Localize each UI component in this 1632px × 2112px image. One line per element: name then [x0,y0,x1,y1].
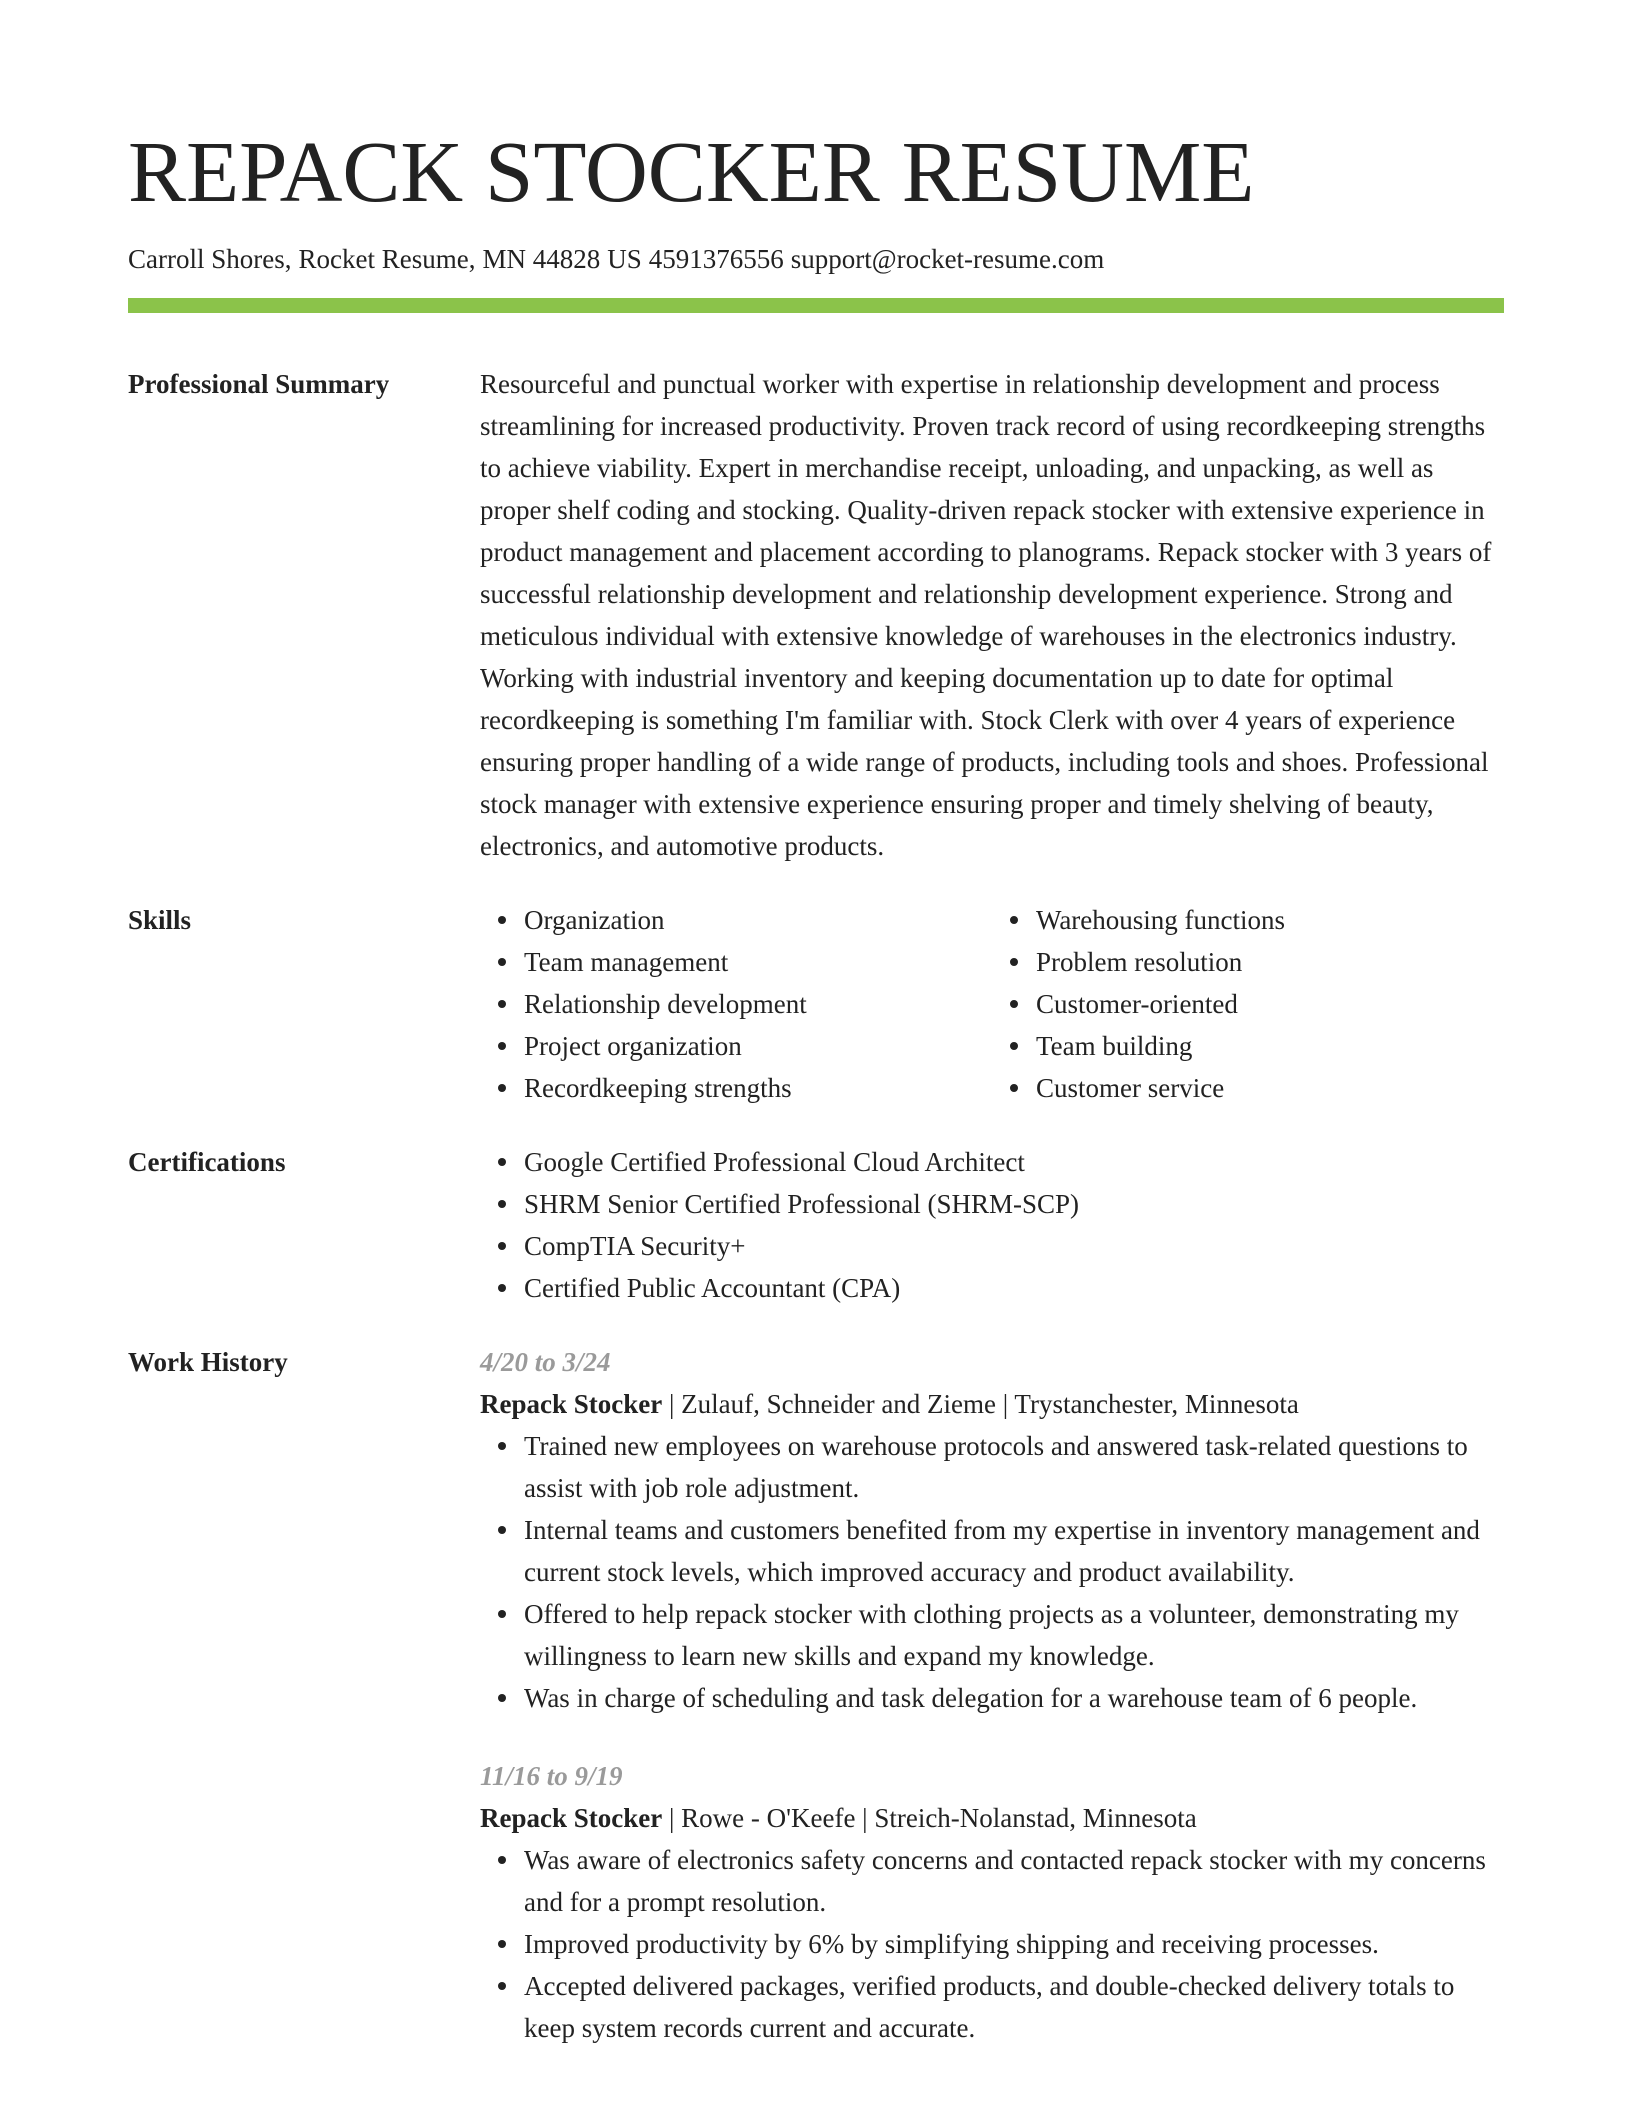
job-heading [480,1797,1504,1839]
list-item: Problem resolution [1036,941,1504,983]
certifications-body [480,1141,1504,1309]
contact-state-zip: MN 44828 [482,244,601,274]
summary-body [480,363,1504,867]
list-item: Project organization [524,1025,992,1067]
list-item: CompTIA Security+ [524,1225,1504,1267]
list-item: Google Certified Professional Cloud Architect [524,1141,1504,1183]
section-label-work-history: Work History [128,1347,288,1377]
contact-line [128,242,1504,276]
job-details: | Zulauf, Schneider and Zieme | Trystanchester, Minnesota [662,1389,1299,1419]
list-item: Customer service [1036,1067,1504,1109]
job-dates: 11/16 to 9/19 [480,1761,623,1791]
work-history-section [128,1341,1504,2049]
list-item: Warehousing functions [1036,899,1504,941]
list-item: Internal teams and customers benefited from my expertise in inventory management and current stock levels, which improved accuracy and product availability. [524,1509,1504,1593]
job-entry [480,1755,1504,2049]
list-item: Recordkeeping strengths [524,1067,992,1109]
job-heading [480,1383,1504,1425]
job-role: Repack Stocker [480,1803,663,1833]
job-bullets [480,1839,1504,2049]
job-dates: 4/20 to 3/24 [480,1347,611,1377]
contact-country: US [607,244,642,274]
list-item: Customer-oriented [1036,983,1504,1025]
job-bullets [480,1425,1504,1719]
skills-body [480,899,1504,1109]
contact-city: Rocket Resume, [298,244,476,274]
list-item: Was in charge of scheduling and task delegation for a warehouse team of 6 people. [524,1677,1504,1719]
contact-email: support@rocket-resume.com [790,244,1105,274]
contact-name: Carroll Shores, [128,244,292,274]
list-item: Certified Public Accountant (CPA) [524,1267,1504,1309]
summary-text: Resourceful and punctual worker with expertise in relationship development and process streamlining for increased productivity. Proven track record of using recordkeeping strengths to achieve viability. Expert in merchandise receipt, unloading, and unpacking, as well as proper shelf coding and stocking. Quality-driven repack stocker with extensive experience in product management and placement according to planograms. Repack stocker with 3 years of successful relationship development and relationship development experience. Strong and meticulous individual with extensive knowledge of warehouses in the electronics industry. Working with industrial inventory and keeping documentation up to date for optimal recordkeeping is something I'm familiar with. Stock Clerk with over 4 years of experience ensuring proper handling of a wide range of products, including tools and shoes. Professional stock manager with extensive experience ensuring proper and timely shelving of beauty, electronics, and automotive products. [480,369,1492,861]
list-item: Team building [1036,1025,1504,1067]
list-item: Offered to help repack stocker with clothing projects as a volunteer, demonstrating my willingness to learn new skills and expand my knowledge. [524,1593,1504,1677]
list-item: Improved productivity by 6% by simplifying shipping and receiving processes. [524,1923,1504,1965]
resume-page [128,0,1504,2049]
list-item: Accepted delivered packages, verified products, and double-checked delivery totals to keep system records current and accurate. [524,1965,1504,2049]
certifications-list [480,1141,1504,1309]
skills-section [128,899,1504,1109]
job-details: | Rowe - O'Keefe | Streich-Nolanstad, Minnesota [662,1803,1197,1833]
list-item: Organization [524,899,992,941]
list-item: SHRM Senior Certified Professional (SHRM-SCP) [524,1183,1504,1225]
professional-summary-section [128,363,1504,867]
accent-divider [128,298,1504,313]
contact-phone: 4591376556 [648,244,784,274]
section-label-skills: Skills [128,905,192,935]
skills-list-left [480,899,992,1109]
resume-title: REPACK STOCKER RESUME [128,123,1255,220]
job-entry [480,1341,1504,1719]
section-label-certifications: Certifications [128,1147,286,1177]
list-item: Relationship development [524,983,992,1025]
list-item: Was aware of electronics safety concerns and contacted repack stocker with my concerns and for a prompt resolution. [524,1839,1504,1923]
skills-columns [480,899,1504,1109]
job-role: Repack Stocker [480,1389,663,1419]
skills-list-right [992,899,1504,1109]
section-label-summary: Professional Summary [128,369,390,399]
list-item: Team management [524,941,992,983]
list-item: Trained new employees on warehouse protocols and answered task-related questions to assist with job role adjustment. [524,1425,1504,1509]
work-history-body [480,1341,1504,2049]
certifications-section [128,1141,1504,1309]
